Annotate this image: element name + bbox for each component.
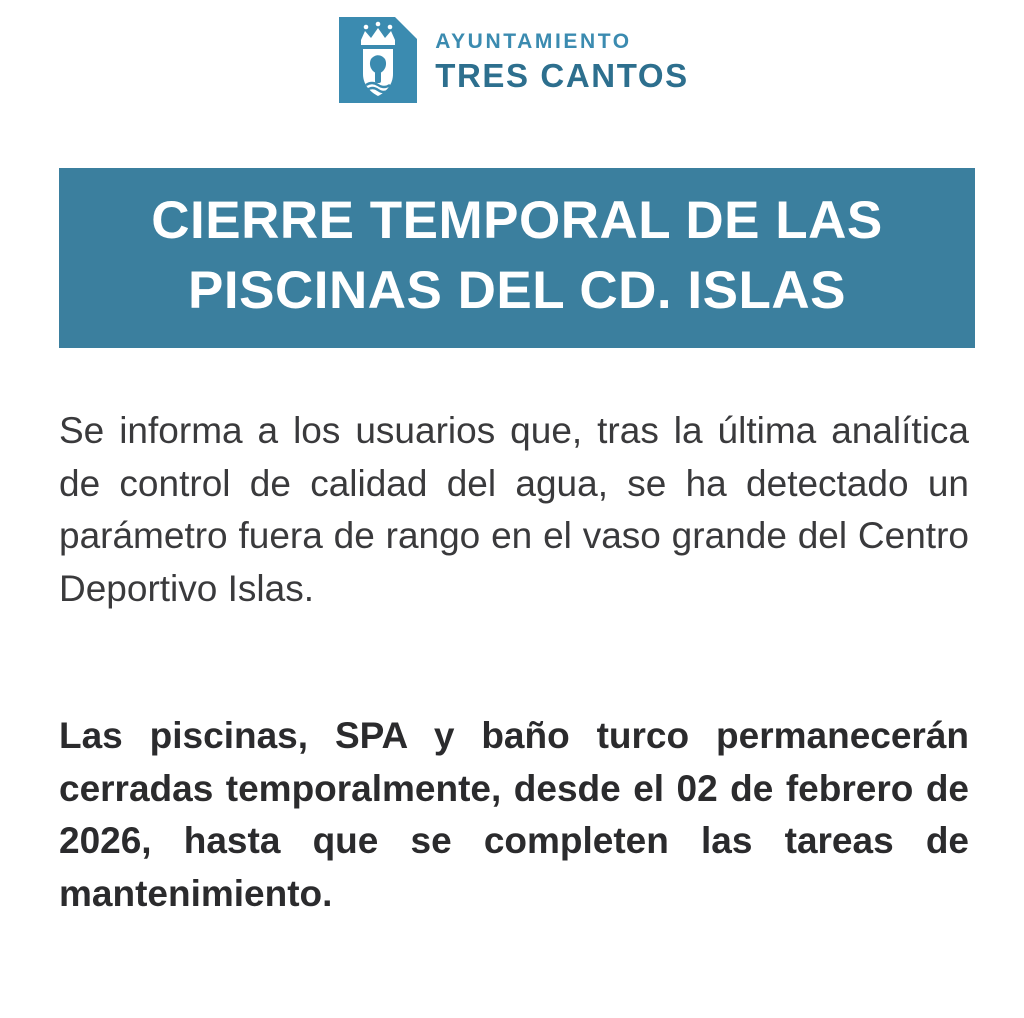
logo-line-tres-cantos: TRES CANTOS (435, 56, 689, 94)
body-paragraph-2: Las piscinas, SPA y baño turco permanecerán cerradas temporalmente, desde el 02 de febrero de 2026, hasta que se completen las tareas de mantenimiento. (59, 715, 969, 914)
title-line-1: CIERRE TEMPORAL DE LAS (151, 191, 883, 250)
title-line-2: PISCINAS DEL CD. ISLAS (188, 260, 846, 320)
poster-body (59, 405, 969, 920)
logo-line-ayuntamiento: AYUNTAMIENTO (435, 29, 632, 53)
tres-cantos-coat-of-arms-icon (335, 15, 421, 107)
logo-wordmark (435, 31, 689, 92)
poster-header (0, 0, 1024, 104)
body-paragraph-1: Se informa a los usuarios que, tras la última analítica de control de calidad del agua, se ha detectado un parámetro fuera de rango en el vaso grande del Centro Deportivo Islas. (59, 410, 969, 609)
title-banner (59, 168, 975, 348)
ayuntamiento-logo (335, 15, 689, 107)
